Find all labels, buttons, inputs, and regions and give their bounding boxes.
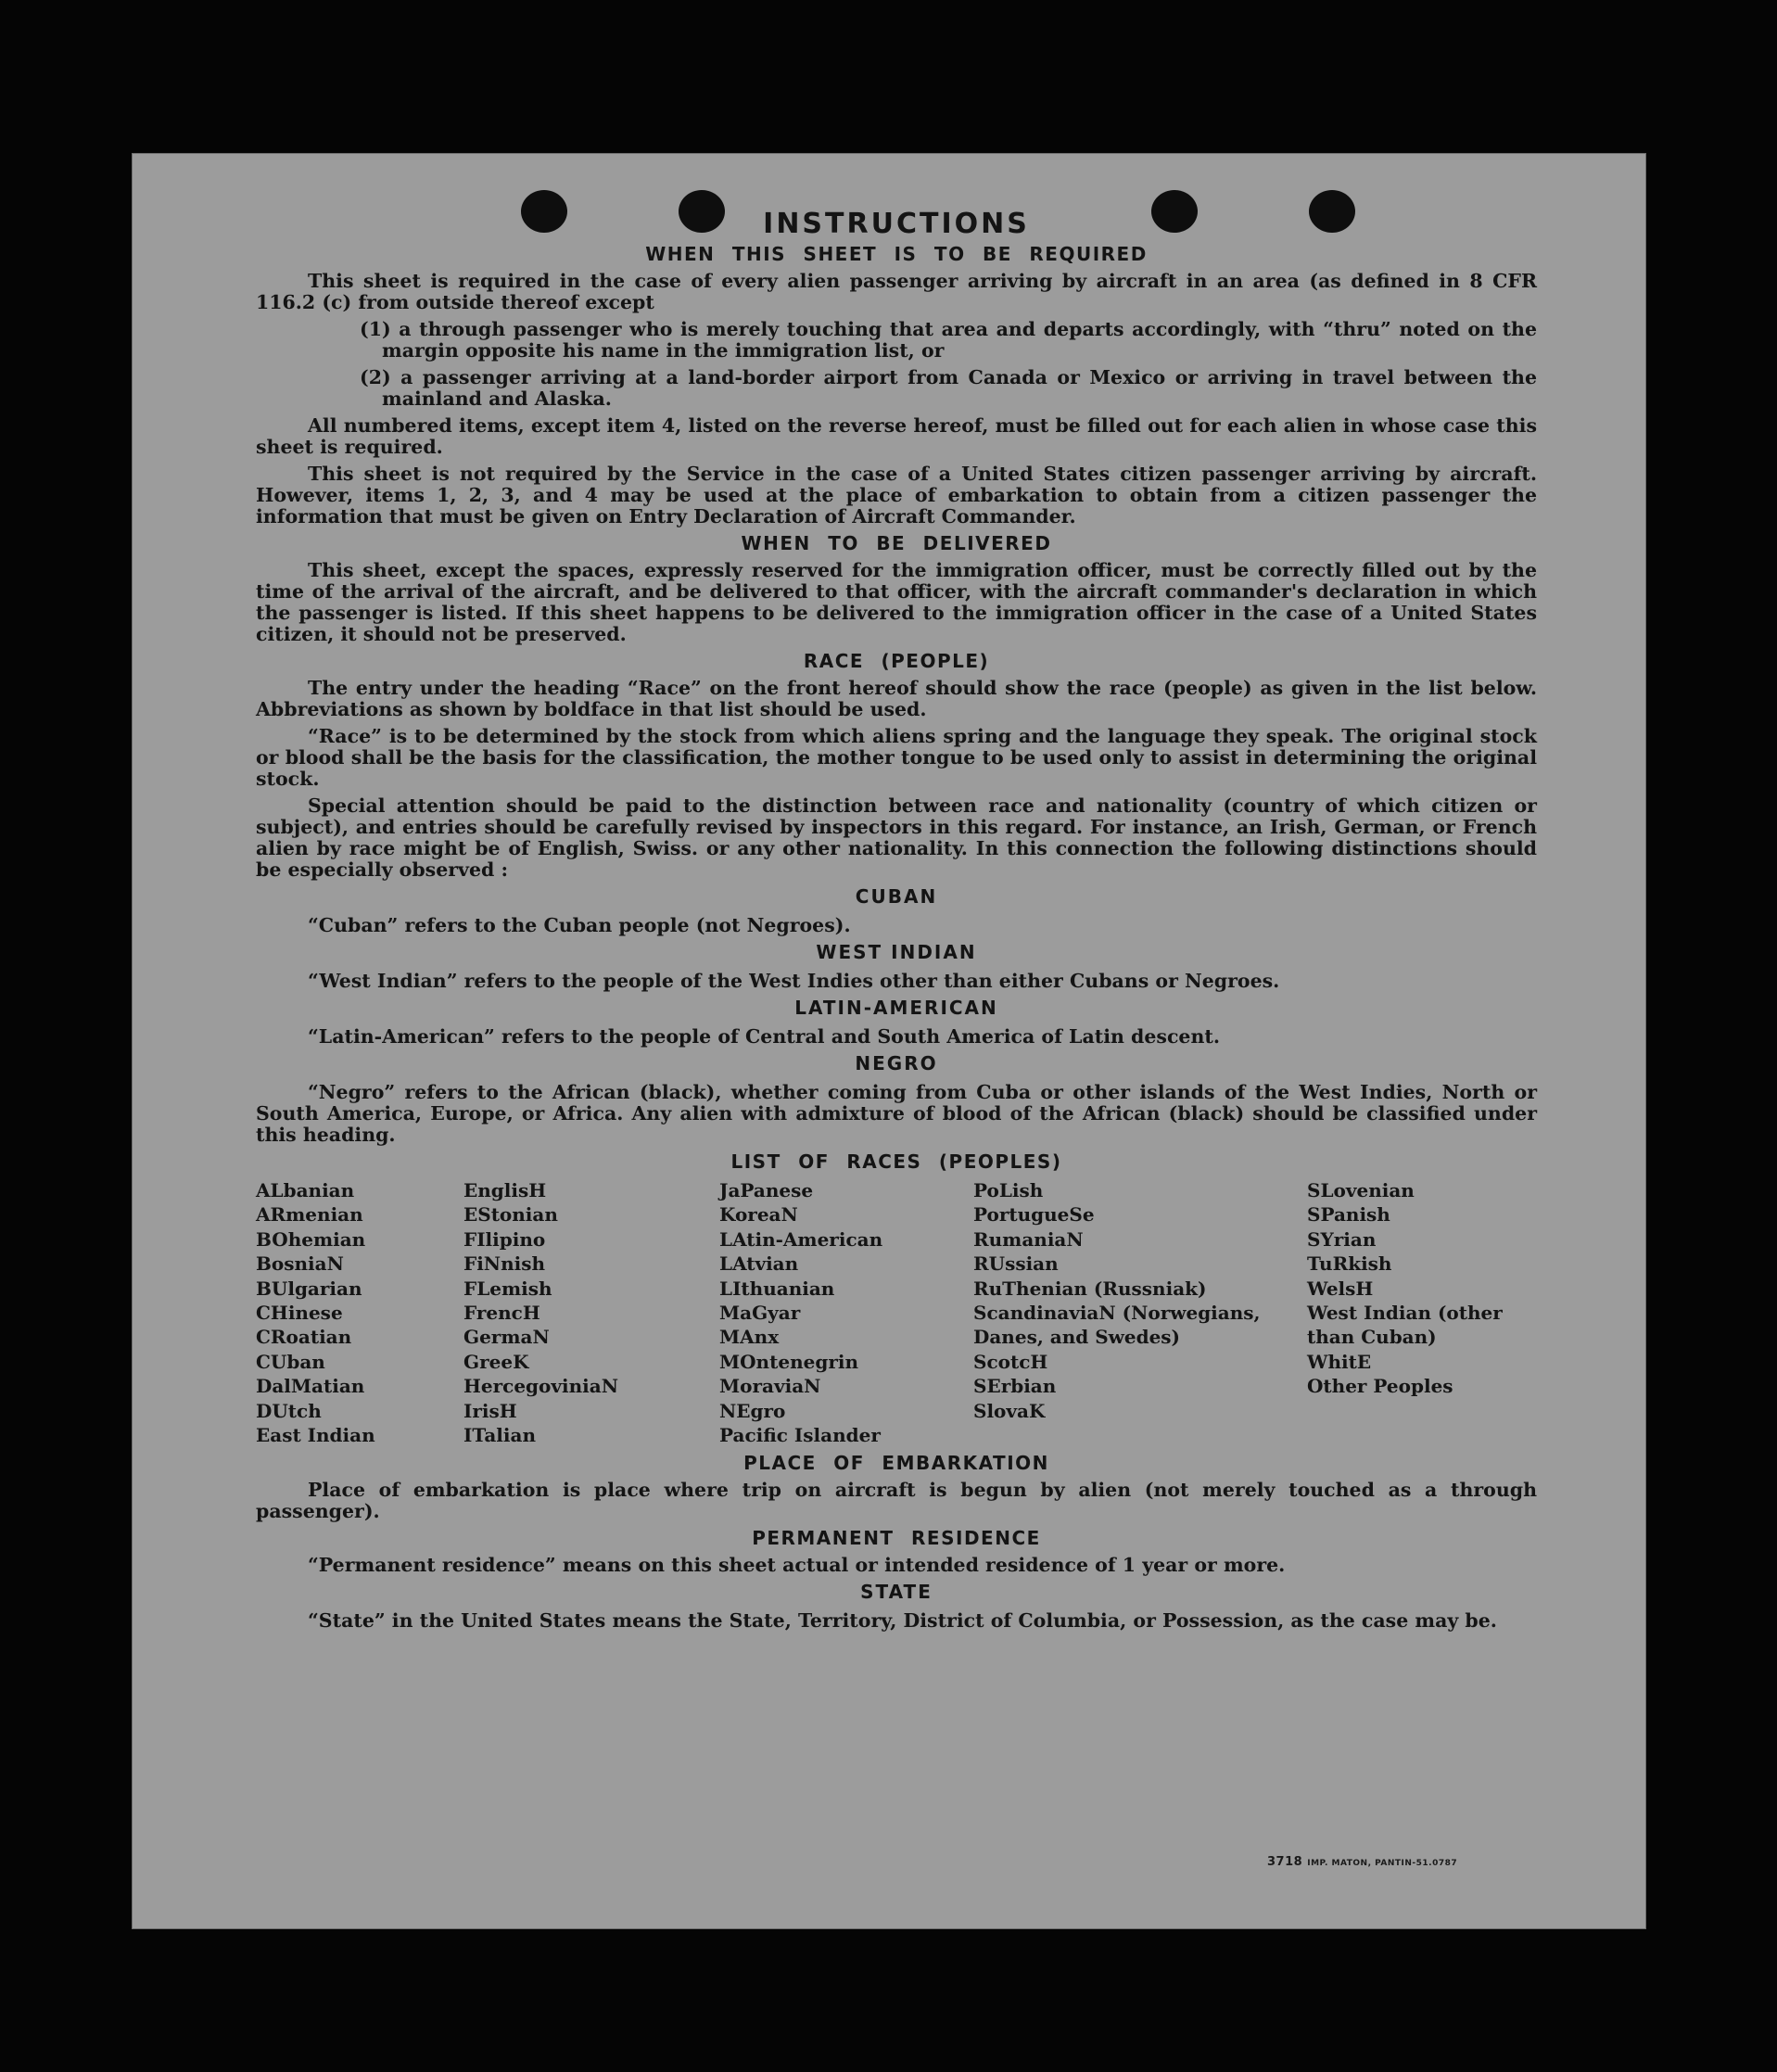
races-column <box>256 1178 463 1447</box>
races-column <box>719 1178 973 1447</box>
race-entry: NEgro <box>719 1399 786 1422</box>
race-entry: HercegoviniaN <box>463 1375 618 1398</box>
races-column <box>463 1178 719 1447</box>
race-entry: TuRkish <box>1307 1252 1392 1276</box>
section-heading-latin-american: LATIN-AMERICAN <box>794 997 998 1019</box>
race-entry: RUssian <box>973 1252 1059 1276</box>
race-entry: CRoatian <box>256 1326 352 1349</box>
paragraph: “Permanent residence” means on this sheet actual or intended residence of 1 year or more. <box>308 1554 1286 1577</box>
race-entry: LAtin-American <box>719 1227 883 1251</box>
paragraph: Place of embarkation is place where trip on aircraft is begun by alien (not merely touched as a through passenger). <box>256 1479 1537 1523</box>
section-heading-embarkation: PLACE OF EMBARKATION <box>743 1452 1049 1475</box>
race-entry: Other Peoples <box>1307 1375 1453 1398</box>
section-heading-list-of-races: LIST OF RACES (PEOPLES) <box>730 1150 1062 1173</box>
race-entry: LAtvian <box>719 1252 799 1276</box>
races-list <box>256 1178 1537 1447</box>
printer-imprint: IMP. MATON, PANTIN-51.0787 <box>1307 1859 1458 1868</box>
race-entry: FrencH <box>463 1302 540 1325</box>
race-entry: RuThenian (Russniak) <box>973 1277 1207 1300</box>
race-entry: MAnx <box>719 1326 780 1349</box>
section-heading-race: RACE (PEOPLE) <box>803 650 990 672</box>
list-item: (2) a passenger arriving at a land-border airport from Canada or Mexico or arriving in travel between the mainland and Alaska. <box>360 366 1537 410</box>
race-entry: SLovenian <box>1307 1179 1415 1201</box>
paragraph: This sheet is required in the case of every alien passenger arriving by aircraft in an area (as defined in 8 CFR 116.2 (c) from outside thereof except <box>256 270 1537 313</box>
race-entry: CUban <box>256 1350 325 1373</box>
race-entry: BUlgarian <box>256 1277 362 1300</box>
races-column <box>973 1178 1307 1447</box>
race-entry: FiNnish <box>463 1252 546 1276</box>
race-entry: ScotcH <box>973 1350 1048 1373</box>
race-entry: ITalian <box>463 1424 536 1447</box>
paragraph: Special attention should be paid to the distinction between race and nationality (country of which citizen or subject), and entries should be carefully revised by inspectors in this regard. For instance, an Irish, German, or French alien by race might be of English, Swiss. or any other nationality. In this connection the following distinctions should be especially observed : <box>256 794 1537 881</box>
section-heading-negro: NEGRO <box>855 1052 938 1074</box>
race-entry: JaPanese <box>719 1179 814 1201</box>
race-entry: Pacific Islander <box>719 1424 881 1447</box>
race-entry: WhitE <box>1307 1350 1372 1373</box>
race-entry: IrisH <box>463 1399 517 1422</box>
paragraph: “Latin-American” refers to the people of Central and South America of Latin descent. <box>308 1025 1220 1048</box>
form-number: 3718 <box>1267 1855 1303 1869</box>
document-page <box>132 153 1646 1929</box>
race-entry: DalMatian <box>256 1375 365 1398</box>
race-entry: FLemish <box>463 1277 552 1300</box>
race-entry: East Indian <box>256 1424 375 1447</box>
paragraph: “West Indian” refers to the people of the West Indies other than either Cubans or Negroes. <box>308 970 1280 992</box>
race-entry: ARmenian <box>256 1203 363 1227</box>
race-entry: MaGyar <box>719 1302 801 1325</box>
race-entry: GreeK <box>463 1350 529 1373</box>
race-entry: PoLish <box>973 1179 1044 1201</box>
race-entry: SYrian <box>1307 1227 1377 1251</box>
race-entry: EnglisH <box>463 1179 547 1201</box>
paragraph: “Cuban” refers to the Cuban people (not Negroes). <box>308 914 851 936</box>
paragraph: All numbered items, except item 4, listed on the reverse hereof, must be filled out for each alien in whose case this sheet is required. <box>256 414 1537 458</box>
race-entry: SErbian <box>973 1375 1057 1398</box>
race-entry: WelsH <box>1307 1277 1374 1300</box>
list-item: (1) a through passenger who is merely touching that area and departs accordingly, with “thru” noted on the margin opposite his name in the immigration list, or <box>360 318 1537 362</box>
race-entry: MOntenegrin <box>719 1350 858 1373</box>
section-heading-cuban: CUBAN <box>855 885 938 908</box>
race-entry: West Indian (other than Cuban) <box>1307 1302 1503 1349</box>
race-entry: EStonian <box>463 1203 558 1227</box>
paragraph: “State” in the United States means the State, Territory, District of Columbia, or Possession, as the case may be. <box>308 1609 1497 1633</box>
page-title: INSTRUCTIONS <box>763 208 1030 240</box>
races-column <box>1307 1178 1537 1447</box>
race-entry: FIlipino <box>463 1227 546 1251</box>
instructions-content <box>256 208 1537 1637</box>
race-entry: BOhemian <box>256 1227 366 1251</box>
race-entry: ALbanian <box>256 1179 355 1201</box>
section-heading-when-delivered: WHEN TO BE DELIVERED <box>741 532 1052 554</box>
section-heading-when-required: WHEN THIS SHEET IS TO BE REQUIRED <box>645 243 1148 265</box>
paragraph: “Negro” refers to the African (black), whether coming from Cuba or other islands of the West Indies, North or South America, Europe, or Africa. Any alien with admixture of blood of the African (black) should be classified under this heading. <box>256 1081 1537 1146</box>
race-entry: RumaniaN <box>973 1227 1084 1251</box>
paragraph: This sheet, except the spaces, expressly reserved for the immigration officer, must be correctly filled out by the time of the arrival of the aircraft, and be delivered to that officer, with the aircraft commander's declaration in which the passenger is listed. If this sheet happens to be delivered to the immigration officer in the case of a United States citizen, it should not be preserved. <box>256 559 1537 645</box>
race-entry: PortugueSe <box>973 1203 1095 1227</box>
paragraph: “Race” is to be determined by the stock from which aliens spring and the language they speak. The original stock or blood shall be the basis for the classification, the mother tongue to be used only to assist in determining the original stock. <box>256 725 1537 790</box>
race-entry: SPanish <box>1307 1203 1390 1227</box>
race-entry: CHinese <box>256 1302 343 1325</box>
paragraph: This sheet is not required by the Service in the case of a United States citizen passenger arriving by aircraft. However, items 1, 2, 3, and 4 may be used at the place of embarkation to obtain from a citizen passenger the information that must be given on Entry Declaration of Aircraft Commander. <box>256 463 1537 528</box>
race-entry: ScandinaviaN (Norwegians, Danes, and Swedes) <box>973 1302 1261 1349</box>
race-entry: KoreaN <box>719 1203 798 1227</box>
race-entry: LIthuanian <box>719 1277 835 1300</box>
race-entry: BosniaN <box>256 1252 344 1276</box>
section-heading-state: STATE <box>860 1581 933 1604</box>
race-entry: SlovaK <box>973 1399 1046 1422</box>
section-heading-permanent-residence: PERMANENT RESIDENCE <box>752 1527 1041 1550</box>
race-entry: DUtch <box>256 1399 322 1422</box>
race-entry: MoraviaN <box>719 1375 821 1398</box>
form-footer <box>1267 1855 1457 1869</box>
paragraph: The entry under the heading “Race” on the front hereof should show the race (people) as given in the list below. Abbreviations as shown by boldface in that list should be used. <box>256 677 1537 720</box>
section-heading-west-indian: WEST INDIAN <box>816 941 977 963</box>
race-entry: GermaN <box>463 1326 550 1349</box>
